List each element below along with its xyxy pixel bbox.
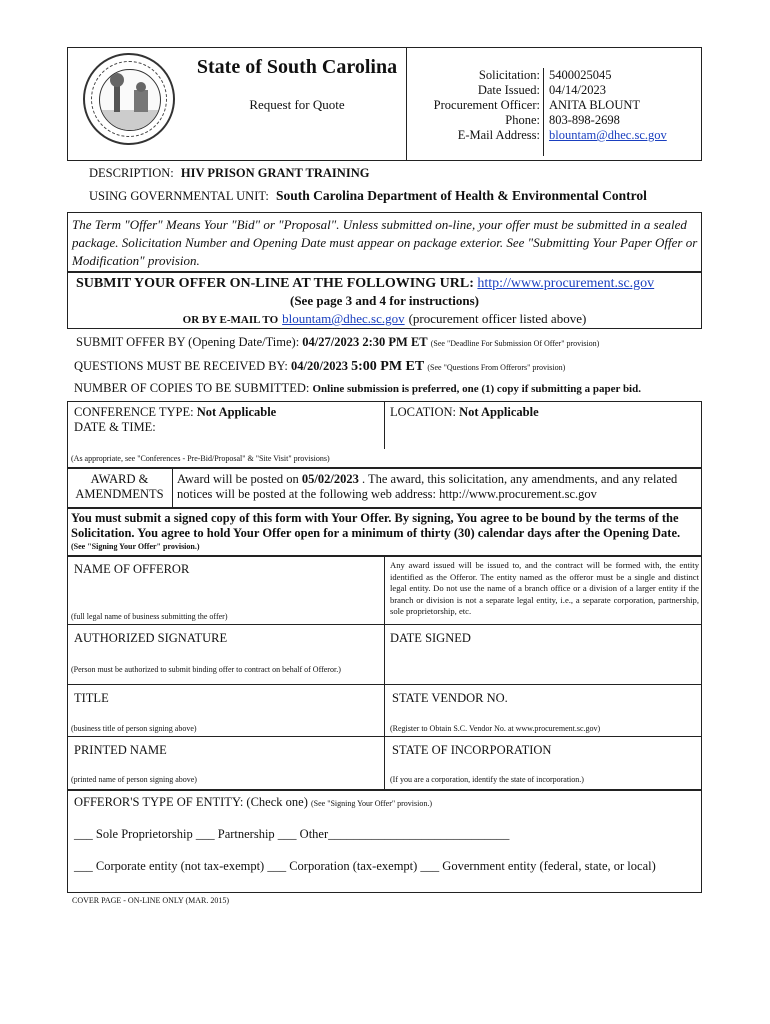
questions-row: [74, 359, 565, 375]
fields-divider-v: [384, 556, 385, 790]
conference-divider: [384, 401, 385, 449]
questions-date: 04/20/2023: [291, 359, 348, 373]
award-date: 05/02/2023: [301, 472, 359, 486]
signing-note: (See "Signing Your Offer" provision.): [71, 542, 200, 551]
location-value: Not Applicable: [459, 405, 539, 419]
solicitation-value: 5400025045: [549, 68, 612, 82]
fields-divider-h3: [67, 736, 702, 737]
conference-type-row: [74, 405, 276, 420]
email-link[interactable]: blountam@dhec.sc.gov: [549, 128, 667, 142]
award-text: [177, 472, 699, 502]
award-label-2: AMENDMENTS: [75, 487, 164, 501]
questions-note: (See "Questions From Offerors" provision): [427, 363, 566, 372]
email-suffix: (procurement officer listed above): [408, 311, 587, 326]
unit-value: South Carolina Department of Health & Environmental Control: [275, 188, 647, 203]
entity-label: OFFEROR'S TYPE OF ENTITY: (Check one): [74, 795, 308, 809]
title-note: (business title of person signing above): [71, 724, 197, 733]
submit-email-row: [67, 310, 702, 328]
conference-type-label: CONFERENCE TYPE:: [74, 405, 194, 419]
printed-name-note: (printed name of person signing above): [71, 775, 197, 784]
offer-deadline-row: [76, 335, 599, 350]
incorporation-note: (If you are a corporation, identify the state of incorporation.): [390, 775, 584, 784]
signature-note: (Person must be authorized to submit binding offer to contract on behalf of Offeror.): [71, 665, 341, 674]
questions-label: QUESTIONS MUST BE RECEIVED BY:: [74, 359, 288, 373]
solicitation-label: Solicitation:: [478, 68, 540, 82]
offeror-name-field[interactable]: NAME OF OFFEROR: [74, 562, 190, 576]
header-labels: [410, 68, 540, 143]
procurement-officer-value: ANITA BLOUNT: [549, 98, 641, 112]
printed-name-field[interactable]: PRINTED NAME: [74, 743, 167, 757]
copies-row: [74, 381, 641, 396]
incorporation-field[interactable]: STATE OF INCORPORATION: [392, 743, 552, 757]
unit-label: USING GOVERNMENTAL UNIT:: [89, 189, 269, 203]
award-text-post: . The award, this solicitation, any amendments, and any related: [361, 472, 678, 486]
unit-row: [89, 188, 647, 204]
phone-value: 803-898-2698: [549, 113, 620, 127]
award-label: [67, 472, 172, 502]
procurement-url-link[interactable]: http://www.procurement.sc.gov: [477, 276, 655, 291]
offer-term-text: The Term "Offer" Means Your "Bid" or "Proposal". Unless submitted on-line, your offer must be submitted in a sealed package. Solicitation Number and Opening Date must appear on package exterior. See "Submitting Your Paper Offer or Modification" provision.: [72, 217, 698, 268]
submit-line2: (See page 3 and 4 for instructions): [290, 293, 479, 308]
state-title: State of South Carolina: [196, 56, 398, 78]
footer-text: COVER PAGE - ON-LINE ONLY (MAR. 2015): [72, 896, 230, 905]
description-row: [89, 166, 369, 181]
header-divider: [406, 47, 407, 161]
offeror-name-note: (full legal name of business submitting the offer): [71, 612, 228, 621]
fields-divider-h2: [67, 684, 702, 685]
vendor-note: (Register to Obtain S.C. Vendor No. at www.procurement.sc.gov): [390, 724, 601, 733]
entity-options-line2[interactable]: ___ Corporate entity (not tax-exempt) ___ Corporation (tax-exempt) ___ Government entity (federal, state, or local): [74, 859, 656, 873]
offeror-info: Any award issued will be issued to, and the contract will be formed with, the entity identified as the Offeror. The entity named as the offeror must be a single and distinct legal entity. Do not use the name of a branch office or a division of a larger entity if the branch or division is not a separate legal entity, i.e., a separate corporation, partnership, sole proprietorship, etc.: [390, 560, 699, 616]
signing-text: You must submit a signed copy of this form with Your Offer. By signing, You agree to be bound by the terms of the Solicitation. You agree to hold Your Offer open for a minimum of thirty (30) calendar days after the Opening Date.: [71, 511, 681, 540]
doc-type: Request for Quote: [249, 97, 345, 112]
submit-line1: SUBMIT YOUR OFFER ON-LINE AT THE FOLLOWING URL: http://www.procurement.sc.gov: [76, 276, 655, 291]
header-values: [549, 68, 699, 143]
state-seal-icon: [83, 53, 175, 145]
email-prefix: OR BY E-MAIL TO: [182, 314, 279, 326]
conference-date-label: DATE & TIME:: [74, 420, 156, 434]
date-signed-field[interactable]: DATE SIGNED: [390, 631, 471, 645]
offer-deadline-value: 04/27/2023 2:30 PM ET: [302, 335, 428, 349]
entity-note: (See "Signing Your Offer" provision.): [310, 799, 433, 808]
questions-time: 5:00 PM ET: [351, 359, 425, 374]
award-label-1: AWARD &: [90, 472, 149, 486]
location-row: [390, 405, 539, 420]
authorized-signature-field[interactable]: AUTHORIZED SIGNATURE: [74, 631, 228, 645]
description-value: HIV PRISON GRANT TRAINING: [180, 166, 370, 180]
submit-email-link[interactable]: blountam@dhec.sc.gov: [282, 311, 405, 326]
phone-label: Phone:: [505, 113, 540, 127]
description-label: DESCRIPTION:: [89, 166, 174, 180]
offer-deadline-note: (See "Deadline For Submission Of Offer" provision): [430, 339, 600, 348]
entity-label-row: [74, 795, 432, 810]
submit-line1-text: SUBMIT YOUR OFFER ON-LINE AT THE FOLLOWING URL: [76, 276, 470, 291]
award-line2: notices will be posted at the following web address: http://www.procurement.sc.gov: [177, 487, 597, 501]
copies-label: NUMBER OF COPIES TO BE SUBMITTED:: [74, 381, 310, 395]
copies-value: Online submission is preferred, one (1) copy if submitting a paper bid.: [312, 383, 641, 395]
entity-options-line1[interactable]: ___ Sole Proprietorship ___ Partnership ___ Other_____________________________: [74, 827, 510, 841]
date-issued-value: 04/14/2023: [549, 83, 606, 97]
email-label: E-Mail Address:: [457, 128, 540, 142]
conference-type-value: Not Applicable: [196, 405, 277, 419]
conference-note: (As appropriate, see "Conferences - Pre-Bid/Proposal" & "Site Visit" provisions): [71, 454, 330, 463]
award-divider: [172, 468, 173, 508]
location-label: LOCATION:: [390, 405, 456, 419]
offer-deadline-label: SUBMIT OFFER BY (Opening Date/Time):: [76, 335, 300, 349]
fields-divider-h1: [67, 624, 702, 625]
procurement-officer-label: Procurement Officer:: [433, 98, 540, 112]
date-issued-label: Date Issued:: [477, 83, 540, 97]
award-text-pre: Award will be posted on: [177, 472, 299, 486]
header-value-divider: [543, 68, 544, 156]
vendor-no-field[interactable]: STATE VENDOR NO.: [392, 691, 508, 705]
title-field[interactable]: TITLE: [74, 691, 109, 705]
